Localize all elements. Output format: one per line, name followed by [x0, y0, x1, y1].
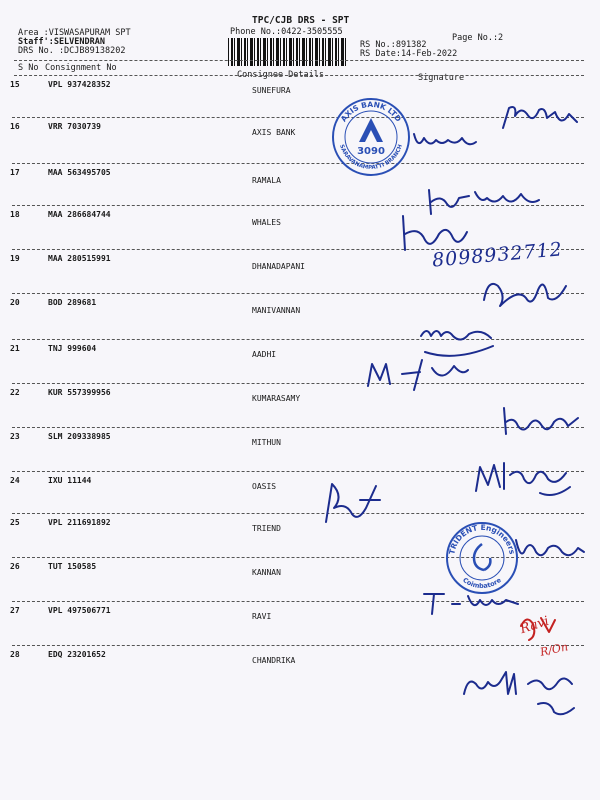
row-consignment-number: TNJ 999604	[48, 344, 97, 353]
row-consignee: RAMALA	[252, 176, 281, 185]
row-consignee: RAVI	[252, 612, 272, 621]
row-divider	[12, 383, 584, 384]
signature-row-27-red	[515, 612, 560, 642]
row-consignee: CHANDRIKA	[252, 656, 296, 665]
axis-stamp-bottom-text: SARAVANAMPATTI BRANCH	[338, 143, 404, 172]
row-sno: 18	[10, 210, 20, 219]
signature-row-15	[495, 100, 585, 135]
trident-logo-icon	[474, 544, 490, 570]
signature-row-18	[395, 210, 475, 255]
row-sno: 25	[10, 518, 20, 527]
rs-date: RS Date:14-Feb-2022	[360, 49, 458, 59]
area-label: Area :VISWASAPURAM SPT	[18, 28, 131, 38]
signature-row-19	[478, 268, 573, 313]
row-consignee: WHALES	[252, 218, 281, 227]
row-consignee: MITHUN	[252, 438, 281, 447]
row-sno: 24	[10, 476, 20, 485]
trident-stamp	[444, 520, 520, 596]
row-consignment-number: BOD 289681	[48, 298, 97, 307]
row-consignee: TRIEND	[252, 524, 281, 533]
signature-row-28	[458, 664, 583, 726]
row-consignee: KANNAN	[252, 568, 281, 577]
axis-bank-stamp	[330, 96, 412, 178]
header-divider-top	[14, 60, 584, 61]
drs-number: DRS No. :DCJB89138202	[18, 46, 126, 56]
row-consignment-number: VPL 497506771	[48, 606, 111, 615]
handwritten-note-ravi: Ravi	[518, 613, 551, 638]
column-signature: Signature	[418, 73, 465, 83]
signature-row-21	[362, 354, 472, 394]
axis-stamp-top-text: AXIS BANK LTD	[338, 99, 404, 124]
signature-row-25	[512, 534, 587, 564]
row-consignment-number: SLM 209338985	[48, 432, 111, 441]
axis-logo-icon	[359, 118, 383, 142]
row-consignee: SUNEFURA	[252, 86, 291, 95]
row-consignee: DHANADAPANI	[252, 262, 305, 271]
row-consignee: AXIS BANK	[252, 128, 296, 137]
row-consignment-number: MAA 286684744	[48, 210, 111, 219]
column-consignee: Consignee Details	[237, 70, 324, 80]
row-sno: 17	[10, 168, 20, 177]
row-sno: 15	[10, 80, 20, 89]
row-divider	[12, 513, 584, 514]
barcode	[228, 38, 348, 66]
document-title: TPC/CJB DRS - SPT	[252, 15, 350, 26]
row-sno: 27	[10, 606, 20, 615]
row-divider	[12, 645, 584, 646]
column-consignment: Consignment No	[45, 63, 117, 73]
row-consignment-number: TUT 150585	[48, 562, 97, 571]
handwritten-phone-note: 8098932712	[431, 238, 564, 272]
row-consignee: MANIVANNAN	[252, 306, 301, 315]
row-sno: 28	[10, 650, 20, 659]
row-consignment-number: EDQ 23201652	[48, 650, 106, 659]
signature-row-22	[498, 404, 583, 439]
signature-row-26	[418, 588, 528, 618]
row-consignee: AADHI	[252, 350, 277, 359]
signature-row-24	[320, 478, 390, 528]
row-divider	[12, 163, 584, 164]
phone-number: Phone No.:0422-3505555	[230, 27, 343, 37]
row-sno: 26	[10, 562, 20, 571]
staff-label: Staff':SELVENDRAN	[18, 37, 105, 47]
axis-stamp-code: 3090	[357, 146, 385, 157]
row-consignment-number: VPL 937428352	[48, 80, 111, 89]
row-consignment-number: VRR 7030739	[48, 122, 101, 131]
row-consignment-number: IXU 11144	[48, 476, 92, 485]
header-divider-bottom	[14, 75, 584, 76]
trident-stamp-top-text: TRIDENT Engineers	[447, 522, 517, 556]
column-sno: S No	[18, 63, 39, 73]
row-consignment-number: VPL 211691892	[48, 518, 111, 527]
row-consignment-number: KUR 557399956	[48, 388, 111, 397]
row-sno: 22	[10, 388, 20, 397]
trident-stamp-bottom-text: Coimbatore	[461, 575, 503, 591]
svg-text:TRIDENT Engineers	[447, 523, 517, 556]
row-sno: 21	[10, 344, 20, 353]
row-sno: 23	[10, 432, 20, 441]
row-sno: 16	[10, 122, 20, 131]
row-consignment-number: MAA 280515991	[48, 254, 111, 263]
signature-row-23	[470, 455, 580, 500]
signature-row-16	[410, 126, 480, 156]
handwritten-note-ron: R/On	[538, 640, 570, 659]
page-number: Page No.:2	[452, 33, 504, 43]
rs-number: RS No.:891382	[360, 40, 427, 50]
row-sno: 20	[10, 298, 20, 307]
row-sno: 19	[10, 254, 20, 263]
row-consignment-number: MAA 563495705	[48, 168, 111, 177]
row-consignee: KUMARASAMY	[252, 394, 301, 403]
row-consignee: OASIS	[252, 482, 277, 491]
